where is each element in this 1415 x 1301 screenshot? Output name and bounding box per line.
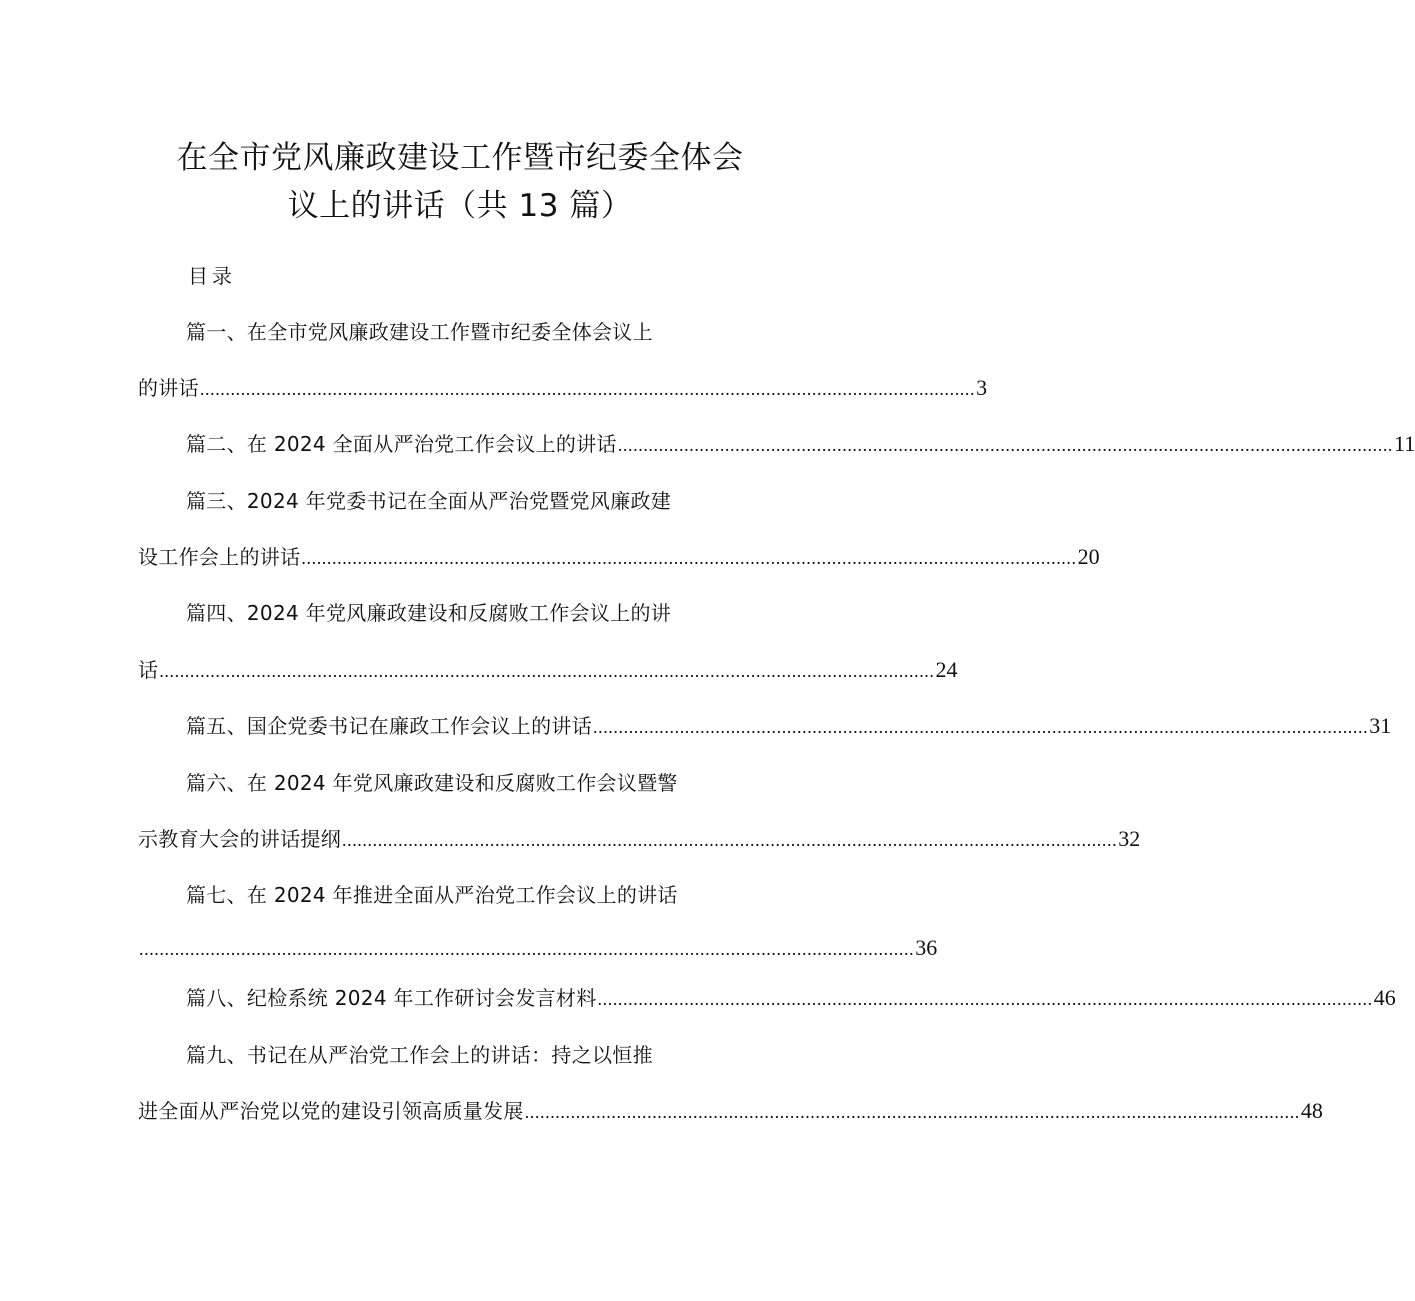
toc-page-number: 48 — [1300, 1098, 1323, 1123]
toc-entry-6-line-1[interactable] — [186, 767, 776, 799]
toc-page-number: 24 — [935, 657, 958, 682]
toc-entry-text: 篇五、国企党委书记在廉政工作会议上的讲话 — [186, 714, 592, 738]
toc-entry-6-line-2[interactable] — [138, 823, 1141, 855]
toc-entry-3-line-1[interactable] — [186, 485, 776, 517]
toc-entry-text: 篇二、在 2024 全面从严治党工作会议上的讲话 — [186, 432, 617, 456]
toc-leader-dots: ........................................................................................................................................................ — [139, 939, 915, 959]
toc-entry-text: 篇九、书记在从严治党工作会上的讲话：持之以恒推 — [186, 1043, 653, 1067]
toc-leader-dots: ........................................................................................................................................................ — [301, 548, 1077, 568]
toc-entry-9-line-1[interactable] — [186, 1039, 776, 1071]
toc-entry-text: 篇一、在全市党风廉政建设工作暨市纪委全体会议上 — [186, 320, 653, 344]
toc-entry-7-line-1[interactable] — [186, 879, 776, 911]
toc-page-number: 32 — [1118, 826, 1141, 851]
toc-leader-dots: ........................................................................................................................................................ — [524, 1102, 1300, 1122]
toc-entry-8[interactable] — [186, 982, 1396, 1014]
toc-page-number: 31 — [1369, 713, 1392, 738]
toc-entry-text: 篇七、在 2024 年推进全面从严治党工作会议上的讲话 — [186, 883, 678, 907]
toc-entry-1-line-2[interactable] — [138, 372, 988, 404]
document-title-line-2: 议上的讲话（共 13 篇） — [287, 188, 633, 224]
toc-leader-dots: ........................................................................................................................................................ — [342, 830, 1118, 850]
toc-entry-9-line-2[interactable] — [138, 1095, 1323, 1127]
toc-entry-text: 篇六、在 2024 年党风廉政建设和反腐败工作会议暨警 — [186, 771, 678, 795]
toc-leader-dots: ........................................................................................................................................................ — [617, 435, 1394, 455]
document-title-line-1: 在全市党风廉政建设工作暨市纪委全体会 — [176, 140, 744, 176]
toc-leader-dots: ........................................................................................................................................................ — [597, 989, 1373, 1009]
toc-entry-2[interactable] — [186, 428, 1415, 460]
toc-page-number: 36 — [915, 935, 938, 960]
toc-entry-text: 进全面从严治党以党的建设引领高质量发展 — [138, 1099, 524, 1123]
toc-entry-3-line-2[interactable] — [138, 541, 1100, 573]
toc-entry-text: 话 — [138, 658, 159, 682]
toc-entry-text: 篇八、纪检系统 2024 年工作研讨会发言材料 — [186, 986, 597, 1010]
toc-leader-dots: ........................................................................................................................................................ — [593, 717, 1369, 737]
toc-page-number: 20 — [1077, 544, 1100, 569]
toc-entry-4-line-2[interactable] — [138, 654, 958, 686]
toc-entry-text: 篇三、2024 年党委书记在全面从严治党暨党风廉政建 — [186, 489, 672, 513]
toc-entry-text: 的讲话 — [138, 376, 199, 400]
toc-page-number: 11 — [1394, 431, 1415, 456]
toc-label: 目录 — [188, 264, 236, 288]
toc-entry-5[interactable] — [186, 710, 1392, 742]
toc-entry-text: 示教育大会的讲话提纲 — [138, 827, 341, 851]
toc-leader-dots: ........................................................................................................................................................ — [199, 379, 976, 399]
toc-leader-dots: ........................................................................................................................................................ — [159, 661, 935, 681]
toc-entry-text: 设工作会上的讲话 — [138, 545, 301, 569]
toc-entry-4-line-1[interactable] — [186, 597, 776, 629]
toc-entry-1-line-1[interactable] — [186, 316, 776, 348]
toc-entry-7-line-2[interactable] — [138, 932, 938, 964]
toc-page-number: 46 — [1373, 985, 1396, 1010]
toc-entry-text: 篇四、2024 年党风廉政建设和反腐败工作会议上的讲 — [186, 601, 672, 625]
toc-page-number: 3 — [976, 375, 988, 400]
